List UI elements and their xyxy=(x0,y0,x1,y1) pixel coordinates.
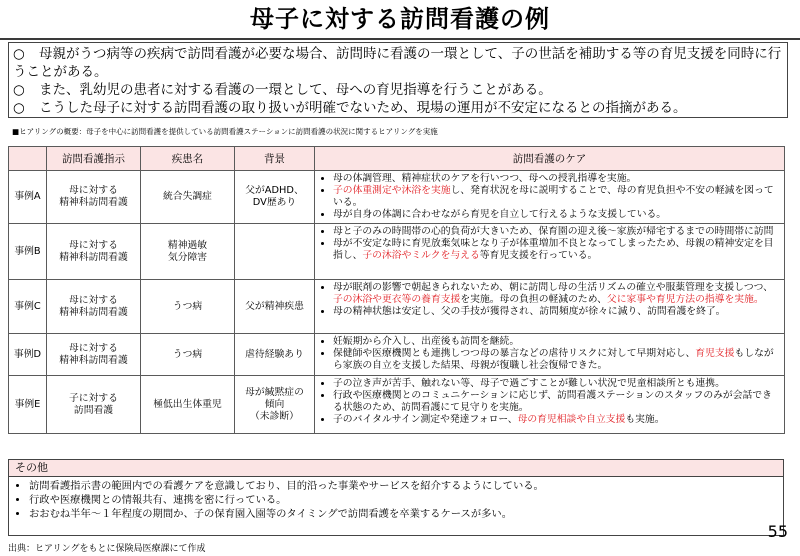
care-text: し、発育状況を母に説明することで、母の育児負担や不安の軽減を図っている。 xyxy=(333,185,774,208)
header-care: 訪問看護のケア xyxy=(315,147,785,171)
list-item: • 訪問看護指示書の範囲内での看護ケアを意識しており、目的沿った事業やサービスを紹介するようにしている。 xyxy=(29,479,783,493)
care-list xyxy=(319,282,780,318)
care-text: 母と子のみの時間帯の心的負荷が大きいため、保育園の迎え後～家族が帰宅するまでの時間帯に訪問 xyxy=(333,226,774,237)
care-item xyxy=(333,282,780,306)
care-text: 行政や医療機関とのコミュニケーションに応じず、訪問看護ステーションのスタッフのみが会話できる状態のため、訪問看護にて見守りを実施。 xyxy=(333,390,772,413)
table-row xyxy=(9,376,785,434)
case-label: 事例B xyxy=(9,224,47,280)
page-number: 55 xyxy=(767,522,788,541)
table-row xyxy=(9,334,785,376)
care-text: 妊娠期から介入し、出産後も訪問を継続。 xyxy=(333,336,520,347)
case-label: 事例E xyxy=(9,376,47,434)
highlighted-text: 子の沐浴やミルクを与える xyxy=(362,250,480,261)
other-notes-list xyxy=(9,479,783,521)
table-row xyxy=(9,171,785,224)
disease-cell: 極低出生体重児 xyxy=(141,376,235,434)
care-cell xyxy=(315,224,785,280)
care-list xyxy=(319,173,780,221)
highlighted-text: 父に家事や育児方法の指導を実施。 xyxy=(606,294,764,305)
care-text: を実施。母の負担の軽減のため、 xyxy=(460,294,607,305)
care-text: 等育児支援を行っている。 xyxy=(479,250,598,261)
table-row xyxy=(9,280,785,334)
summary-bullet: ○ また、乳幼児の患者に対する看護の一環として、母への育児指導を行うことがある。 xyxy=(13,82,552,98)
care-text: 母が自身の体調に合わせながら育児を自立して行えるような支援している。 xyxy=(333,209,667,220)
instruction-cell: 母に対する 精神科訪問看護 xyxy=(47,171,141,224)
case-label: 事例D xyxy=(9,334,47,376)
care-text: 母の精神状態は安定し、父の手技が獲得され、訪問頻度が徐々に減り、訪問看護を終了。 xyxy=(333,306,726,317)
header-instruction: 訪問看護指示 xyxy=(47,147,141,171)
highlighted-text: 子の沐浴や更衣等の養育支援 xyxy=(333,294,461,305)
instruction-cell: 母に対する 精神科訪問看護 xyxy=(47,280,141,334)
care-text: 母が不安定な時に育児放棄気味となり子が体重増加不良となってしまったため、母親の精神安定を目指し、 xyxy=(333,238,774,261)
other-notes-heading: その他 xyxy=(9,460,783,477)
highlighted-text: 育児支援 xyxy=(695,348,735,359)
instruction-cell: 子に対する 訪問看護 xyxy=(47,376,141,434)
disease-cell: 統合失調症 xyxy=(141,171,235,224)
care-item xyxy=(333,238,780,262)
care-cell xyxy=(315,171,785,224)
disease-cell: 精神過敏 気分障害 xyxy=(141,224,235,280)
background-cell: 虐待経験あり xyxy=(235,334,315,376)
highlighted-text: 子の体重測定や沐浴を実施 xyxy=(333,185,451,196)
instruction-cell: 母に対する 精神科訪問看護 xyxy=(47,334,141,376)
table-row xyxy=(9,224,785,280)
case-label: 事例A xyxy=(9,171,47,224)
header-disease: 疾患名 xyxy=(141,147,235,171)
header-case xyxy=(9,147,47,171)
care-cell xyxy=(315,376,785,434)
list-item: • おおむね半年～１年程度の期間か、子の保育園入園等のタイミングで訪問看護を卒業するケースが多い。 xyxy=(29,507,783,521)
care-text: 母の体調管理、精神症状のケアを行いつつ、母への授乳指導を実施。 xyxy=(333,173,637,184)
background-cell: 父がADHD、 DV歴あり xyxy=(235,171,315,224)
care-item xyxy=(333,306,780,318)
care-text: も実施。 xyxy=(625,414,665,425)
survey-note: ■ヒアリングの概要：母子を中心に訪問看護を提供している訪問看護ステーションに訪問看護の状況に関するヒアリングを実施 xyxy=(12,127,438,136)
care-text: 保健師や医療機関とも連携しつつ母の暴言などの虐待リスクに対して早期対応し、 xyxy=(333,348,696,359)
background-cell xyxy=(235,224,315,280)
care-list xyxy=(319,378,780,426)
care-item xyxy=(333,348,780,372)
source-note: 出典：ヒアリングをもとに保険局医療課にて作成 xyxy=(8,544,206,554)
care-cell xyxy=(315,280,785,334)
title-underline xyxy=(0,38,800,40)
case-table xyxy=(8,146,785,434)
disease-cell: うつ病 xyxy=(141,334,235,376)
care-item xyxy=(333,209,780,221)
list-item: • 行政や医療機関との情報共有、連携を密に行っている。 xyxy=(29,493,783,507)
background-cell: 母が緘黙症の 傾向 （未診断） xyxy=(235,376,315,434)
case-label: 事例C xyxy=(9,280,47,334)
summary-bullet: ○ こうした母子に対する訪問看護の取り扱いが明確でないため、現場の運用が不安定になるとの指摘がある。 xyxy=(13,100,687,116)
care-item xyxy=(333,185,780,209)
care-text: もしながら家族の自立を支援した結果、母親が復職し社会復帰できた。 xyxy=(333,348,774,371)
care-item xyxy=(333,378,780,390)
page-title: 母子に対する訪問看護の例 xyxy=(250,5,550,33)
disease-cell: うつ病 xyxy=(141,280,235,334)
care-text: 子のバイタルサイン測定や発達フォロー、 xyxy=(333,414,518,425)
care-item xyxy=(333,336,780,348)
care-item xyxy=(333,173,780,185)
background-cell: 父が精神疾患 xyxy=(235,280,315,334)
instruction-cell: 母に対する 精神科訪問看護 xyxy=(47,224,141,280)
highlighted-text: 母の育児相談や自立支援 xyxy=(517,414,626,425)
care-item xyxy=(333,226,780,238)
header-background: 背景 xyxy=(235,147,315,171)
summary-bullet: ○ 母親がうつ病等の疾病で訪問看護が必要な場合、訪問時に看護の一環として、子の世話を補助する等の育児支援を同時に行うことがある。 xyxy=(13,46,782,80)
summary-box xyxy=(8,42,788,118)
care-list xyxy=(319,336,780,372)
other-notes-box xyxy=(8,459,784,536)
care-item xyxy=(333,414,780,426)
care-list xyxy=(319,226,780,262)
care-cell xyxy=(315,334,785,376)
care-item xyxy=(333,390,780,414)
table-body xyxy=(9,171,785,434)
care-text: 母が眠剤の影響で朝起きられないため、朝に訪問し母の生活リズムの確立や服薬管理を支援しつつ、 xyxy=(333,282,773,293)
care-text: 子の泣き声が苦手、触れない等、母子で過ごすことが難しい状況で児童相談所とも連携。 xyxy=(333,378,725,389)
table-header-row xyxy=(9,147,785,171)
